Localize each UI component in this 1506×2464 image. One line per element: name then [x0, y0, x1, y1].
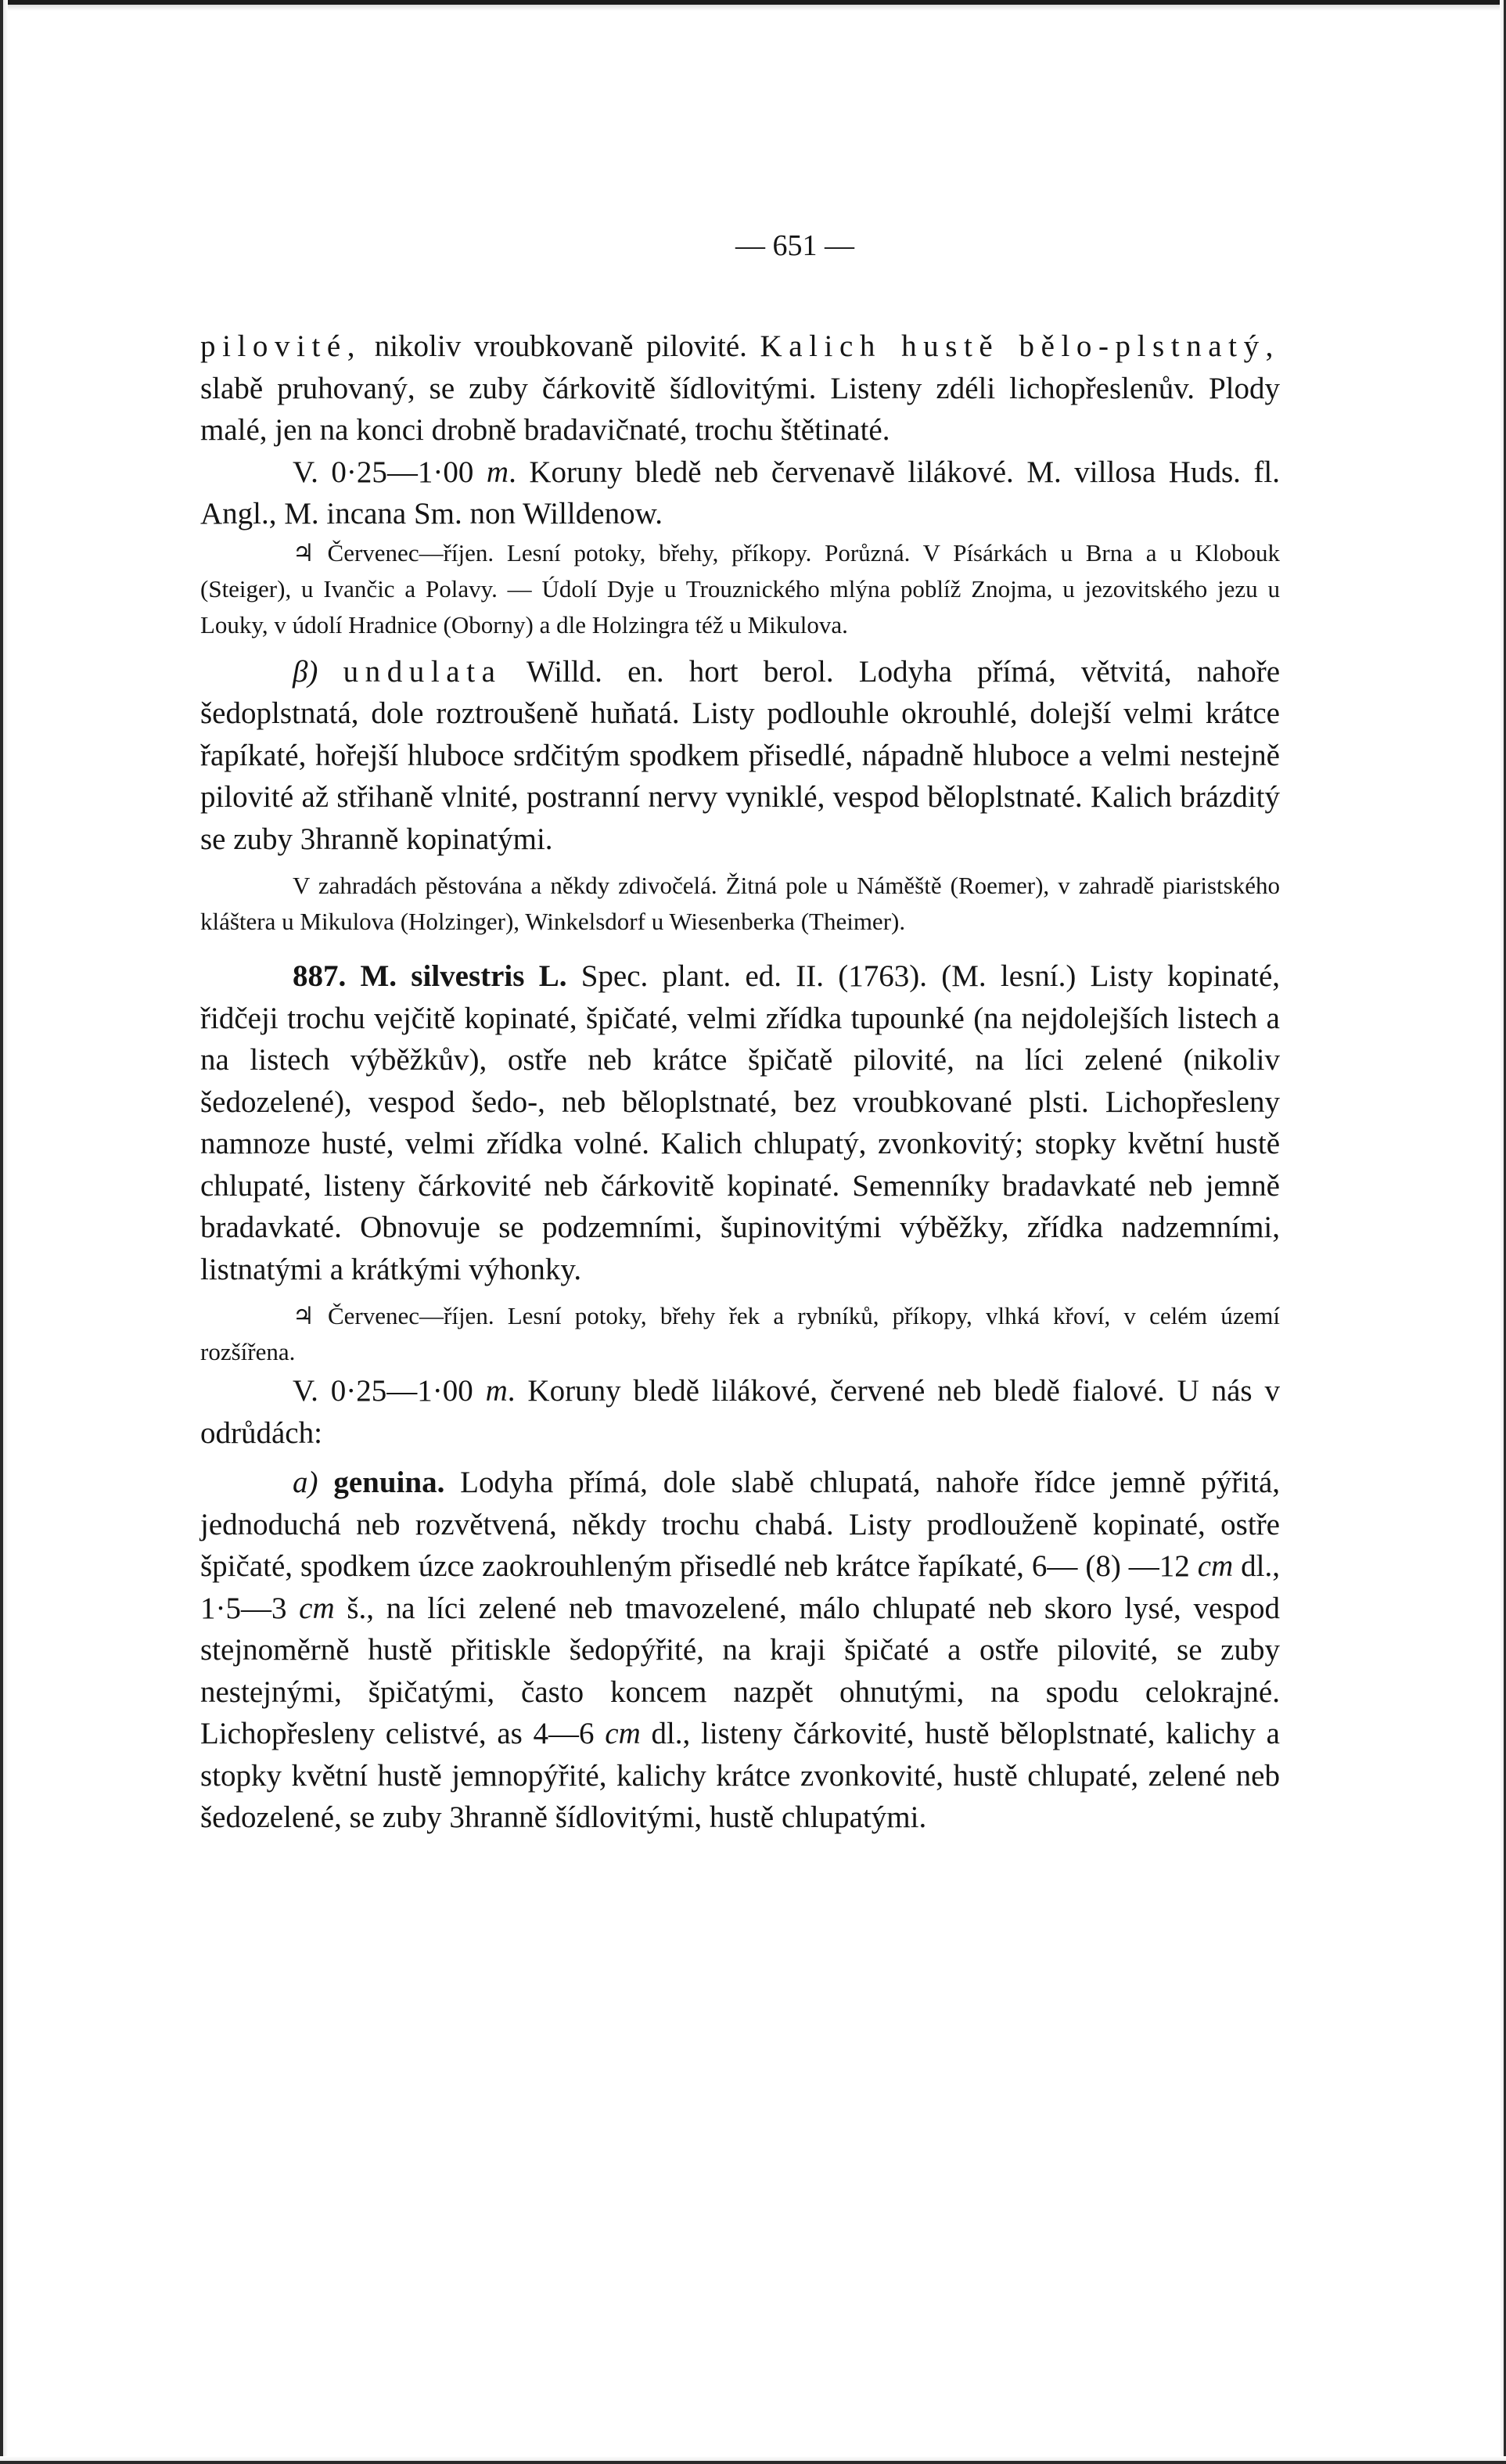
text-run: Willd. en. hort berol. Lodyha přímá, větvitá, nahoře šedoplstnatá, dole roztroušeně huňatá. Listy podlouhle okrouhlé, dolejší velmi krátce řapíkaté, hořejší hluboce srdčitým spodkem přisedlé, nápadně hluboce a velmi nestejně pilovité až střihaně vlnité, postranní nervy vyniklé, vespod běloplstnaté. Kalich brázditý se zuby 3hranně kopinatými.	[200, 654, 1280, 856]
paragraph-localities: ♃ Červenec—říjen. Lesní potoky, břehy řek a rybníků, příkopy, vlhká křoví, v celém území rozšířena.	[200, 1302, 1280, 1365]
unit-italic: cm	[1197, 1549, 1234, 1583]
paragraph-size-color	[200, 1370, 1280, 1454]
spaced-term: pilovité,	[200, 329, 362, 363]
text-run: nikoliv vroubkovaně pilovité.	[361, 329, 760, 363]
variety-name: genuina.	[333, 1466, 445, 1499]
paragraph-continuation	[200, 326, 1280, 451]
variety-marker: β)	[293, 654, 318, 689]
unit-italic: cm	[299, 1591, 335, 1625]
entry-heading: 887. M. silvestris L.	[293, 959, 567, 993]
text-run: dl., 1·5—3	[200, 1549, 1280, 1625]
variety-marker: a)	[293, 1466, 318, 1499]
text-run: š., na líci zelené neb tmavozelené, málo chlupaté neb skoro lysé, vespod stejnoměrně hustě přitiskle šedopýřité, na kraji špičaté a ostře pilovité, se zuby nestejnými, špičatými, často koncem nazpět ohnutými, na spodu celokrajné. Lichopřesleny celistvé, as 4—6	[200, 1591, 1280, 1750]
text-run: Lodyha přímá, dole slabě chlupatá, nahoře řídce jemně pýřitá, jednoduchá neb rozvětvená, někdy trochu chabá. Listy prodlouženě kopinaté, ostře špičaté, spodkem úzce zaokrouhleným přisedlé neb krátce řapíkaté, 6— (8) —12	[200, 1466, 1281, 1583]
unit-italic: m	[486, 455, 509, 489]
paragraph-localities: ♃ Červenec—říjen. Lesní potoky, břehy, příkopy. Porůzná. V Písárkách u Brna a u Klobouk (Steiger), u Ivančic a Polavy. — Údolí Dyje u Trouznického mlýna poblíž Znojma, u jezovitského jezu u Louky, v údolí Hradnice (Oborny) a dle Holzingra též u Mikulova.	[200, 538, 1280, 638]
text-run: . Koruny bledě lilákové, červené neb bledě fialové. U nás v odrůdách:	[200, 1374, 1280, 1450]
paragraph-variety-undulata	[200, 651, 1280, 861]
paragraph-size-synonyms	[200, 451, 1280, 535]
page-number: — 651 —	[735, 229, 854, 262]
text-run: V. 0·25—1·00	[293, 455, 487, 489]
paragraph-variety-genuina	[200, 1462, 1280, 1839]
text-run: dl., listeny čárkovité, hustě běloplstnaté, kalichy a stopky květní hustě jemnopýřité, kalichy krátce zvonkovité, hustě chlupaté, zelené neb šedozelené, se zuby 3hranně šídlovitými, hustě chlupatými.	[200, 1717, 1280, 1834]
scan-edge-right	[1500, 0, 1506, 2464]
paragraph-localities: V zahradách pěstována a někdy zdivočelá. Žitná pole u Náměště (Roemer), v zahradě piaristského kláštera u Mikulova (Holzinger), Winkelsdorf u Wiesenberka (Theimer).	[200, 872, 1280, 935]
paragraph-entry-887	[200, 955, 1280, 1290]
scan-edge-left	[0, 0, 8, 2464]
text-run: Spec. plant. ed. II. (1763). (M. lesní.) Listy kopinaté, řidčeji trochu vejčitě kopinaté, špičaté, velmi zřídka tupounké (na nejdolejších listech a na listech výběžkův), ostře neb krátce špičatě pilovité, na líci zelené (nikoliv šedozelené), vespod šedo-, neb běloplstnaté, bez vroubkované plsti. Lichopřesleny namnoze husté, velmi zřídka volné. Kalich chlupatý, zvonkovitý; stopky květní hustě chlupaté, listeny čárkovité neb čárkovitě kopinaté. Semenníky bradavkaté neb jemně bradavkaté. Obnovuje se podzemními, šupinovitými výběžky, zřídka nadzemními, listnatými a krátkými výhonky.	[200, 959, 1281, 1286]
text-run: slabě pruhovaný, se zuby čárkovitě šídlovitými. Listeny zdéli lichopřeslenův. Plody malé, jen na konci drobně bradavičnaté, trochu štětinaté.	[200, 371, 1280, 447]
unit-italic: m	[485, 1374, 508, 1408]
book-page	[200, 228, 1280, 1839]
text-run: . Koruny bledě neb červenavě lilákové. M. villosa Huds. fl. Angl., M. incana Sm. non Willdenow.	[200, 455, 1280, 531]
spaced-term: Kalich hustě bělo-plstnatý,	[760, 329, 1280, 363]
text-run: V. 0·25—1·00	[293, 1374, 486, 1408]
scan-edge-bottom	[0, 2456, 1506, 2464]
unit-italic: cm	[605, 1717, 641, 1750]
scan-edge-top	[0, 0, 1506, 11]
variety-name: undulata	[343, 654, 502, 689]
